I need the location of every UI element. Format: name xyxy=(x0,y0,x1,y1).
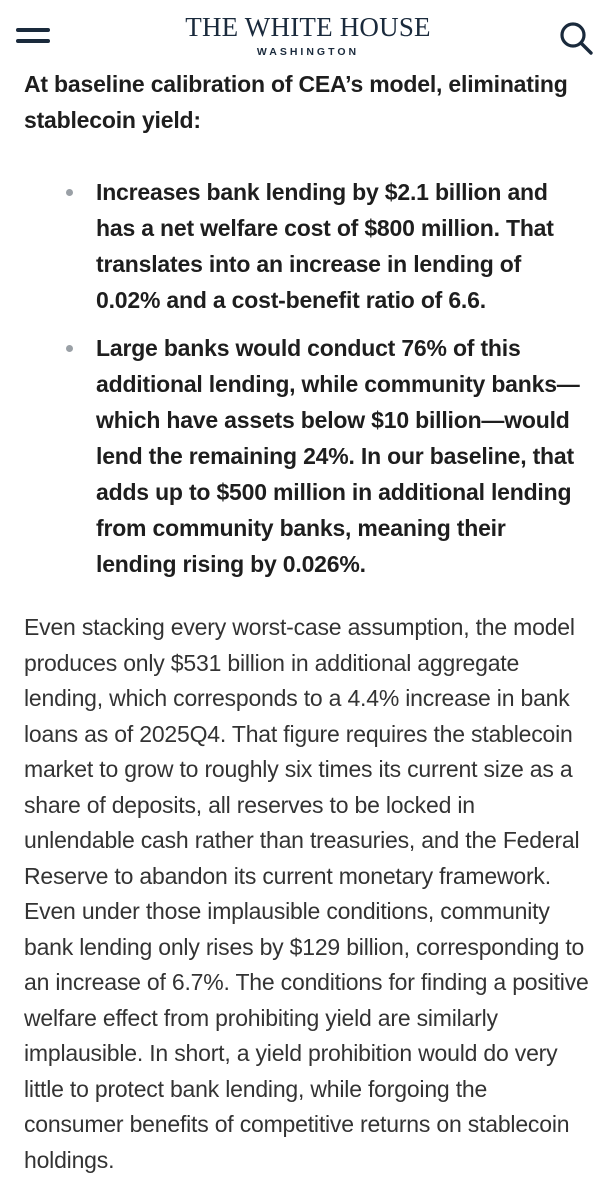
hamburger-menu-icon[interactable] xyxy=(14,22,54,50)
list-item-text: Large banks would conduct 76% of this additional lending, while community banks—which have assets below $10 billion—would lend the remaining 24%. In our baseline, that adds up to $500 million in additional lending from community banks, meaning their lending rising by 0.026%. xyxy=(96,335,580,577)
site-title: THE WHITE HOUSE xyxy=(185,12,431,42)
article-body xyxy=(24,66,590,1178)
list-item xyxy=(24,174,590,318)
body-paragraph: Even stacking every worst-case assumption, the model produces only $531 billion in additional aggregate lending, which corresponds to a 4.4% increase in bank loans as of 2025Q4. That figure requires the stablecoin market to grow to roughly six times its current size as a share of deposits, all reserves to be locked in unlendable cash rather than treasuries, and the Federal Reserve to abandon its current monetary framework. Even under those implausible conditions, community bank lending only rises by $129 billion, corresponding to an increase of 6.7%. The conditions for finding a positive welfare effect from prohibiting yield are similarly implausible. In short, a yield prohibition would do very little to protect bank lending, while forgoing the consumer benefits of competitive returns on stablecoin holdings. xyxy=(24,614,589,1173)
intro-heading: At baseline calibration of CEA’s model, eliminating stablecoin yield: xyxy=(24,71,568,133)
bullet-list xyxy=(24,174,590,582)
menu-line xyxy=(16,28,50,32)
top-navigation-bar xyxy=(0,0,616,66)
list-item-text: Increases bank lending by $2.1 billion and has a net welfare cost of $800 million. That translates into an increase in lending of 0.02% and a cost-benefit ratio of 6.6. xyxy=(96,179,554,313)
site-subtitle: WASHINGTON xyxy=(256,46,360,58)
menu-line xyxy=(16,39,50,43)
search-icon-graphic xyxy=(556,18,596,58)
bullet-dot-icon xyxy=(66,345,73,352)
list-item xyxy=(24,330,590,582)
bullet-dot-icon xyxy=(66,189,73,196)
search-icon[interactable] xyxy=(556,18,596,58)
site-logo[interactable] xyxy=(158,12,458,59)
